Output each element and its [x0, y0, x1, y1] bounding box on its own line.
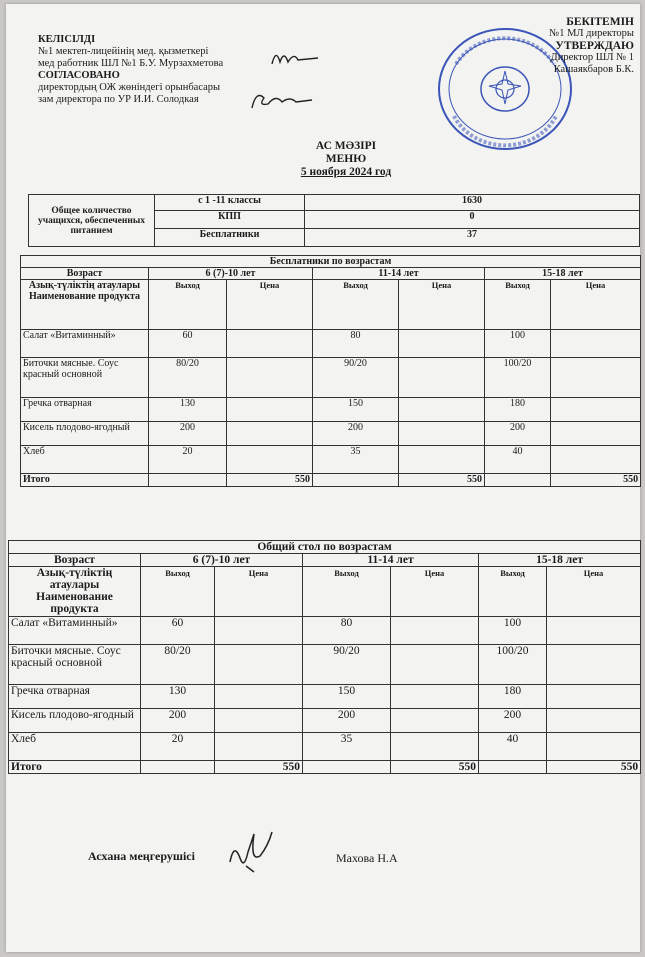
output-value: 200 — [479, 709, 547, 733]
summary-row-label: КПП — [155, 211, 305, 229]
output-value: 150 — [303, 685, 391, 709]
total-value: 550 — [215, 761, 303, 774]
medic-signature — [268, 46, 328, 70]
price-cell — [399, 398, 485, 422]
product-name: Биточки мясные. Соус красный основной — [21, 358, 149, 398]
price-cell — [391, 709, 479, 733]
total-value: 550 — [547, 761, 641, 774]
output-value: 130 — [149, 398, 227, 422]
right-line-3: Кашаякбаров Б.К. — [553, 64, 634, 75]
price-cell — [391, 685, 479, 709]
output-value: 80 — [313, 330, 399, 358]
output-value: 180 — [479, 685, 547, 709]
age-group-header: 11-14 лет — [303, 554, 479, 567]
price-cell — [227, 422, 313, 446]
summary-row-value: 0 — [305, 211, 640, 229]
table-row — [9, 685, 641, 709]
price-cell — [399, 358, 485, 398]
price-cell — [551, 446, 641, 474]
right-title: БЕКІТЕМІН — [566, 16, 634, 28]
output-value: 90/20 — [313, 358, 399, 398]
output-value: 100/20 — [485, 358, 551, 398]
right-line-1: №1 МЛ директоры — [549, 28, 634, 39]
output-value: 100/20 — [479, 645, 547, 685]
footer-label: Асхана меңгерушісі — [88, 849, 195, 863]
price-cell — [547, 733, 641, 761]
output-header: Выход — [149, 280, 227, 330]
price-cell — [399, 422, 485, 446]
total-spacer — [313, 474, 399, 487]
output-header: Выход — [485, 280, 551, 330]
output-value: 35 — [303, 733, 391, 761]
output-value: 180 — [485, 398, 551, 422]
price-cell — [227, 358, 313, 398]
output-value: 200 — [313, 422, 399, 446]
output-value: 200 — [303, 709, 391, 733]
left-title: КЕЛІСІЛДІ — [38, 34, 96, 45]
product-name: Кисель плодово-ягодный — [21, 422, 149, 446]
product-name: Салат «Витаминный» — [21, 330, 149, 358]
table-title: Бесплатники по возрастам — [21, 256, 641, 268]
price-cell — [227, 330, 313, 358]
price-header: Цена — [399, 280, 485, 330]
output-value: 40 — [479, 733, 547, 761]
total-label: Итого — [9, 761, 141, 774]
age-group-header: 15-18 лет — [485, 268, 641, 280]
output-header: Выход — [141, 567, 215, 617]
price-cell — [227, 446, 313, 474]
total-spacer — [479, 761, 547, 774]
general-table — [8, 540, 641, 774]
output-value: 100 — [479, 617, 547, 645]
output-value: 200 — [485, 422, 551, 446]
product-name: Кисель плодово-ягодный — [9, 709, 141, 733]
total-spacer — [303, 761, 391, 774]
price-cell — [547, 645, 641, 685]
output-header: Выход — [479, 567, 547, 617]
menu-date: 5 ноября 2024 год — [300, 166, 392, 178]
summary-table — [28, 194, 640, 247]
product-name: Хлеб — [21, 446, 149, 474]
table-row — [9, 645, 641, 685]
price-cell — [551, 358, 641, 398]
total-row — [21, 474, 641, 487]
price-cell — [551, 398, 641, 422]
output-header: Выход — [303, 567, 391, 617]
table-row — [9, 733, 641, 761]
output-value: 80/20 — [149, 358, 227, 398]
age-label: Возраст — [9, 554, 141, 567]
price-cell — [215, 733, 303, 761]
left-line-1: №1 мектеп-лицейінің мед. қызметкері — [38, 46, 209, 57]
price-cell — [215, 685, 303, 709]
price-header: Цена — [215, 567, 303, 617]
output-value: 40 — [485, 446, 551, 474]
age-group-header: 11-14 лет — [313, 268, 485, 280]
table-row — [9, 709, 641, 733]
product-name: Гречка отварная — [21, 398, 149, 422]
summary-row-label: с 1 -11 классы — [155, 195, 305, 211]
table-row — [21, 398, 641, 422]
total-value: 550 — [391, 761, 479, 774]
menu-title-kz: АС МӘЗІРІ — [315, 140, 377, 152]
deputy-signature — [246, 88, 316, 114]
output-header: Выход — [313, 280, 399, 330]
price-cell — [391, 733, 479, 761]
right-title-2: УТВЕРЖДАЮ — [555, 40, 634, 52]
price-cell — [227, 398, 313, 422]
summary-row-value: 1630 — [305, 195, 640, 211]
menu-title-block — [246, 140, 446, 179]
total-spacer — [141, 761, 215, 774]
output-value: 100 — [485, 330, 551, 358]
product-header: Азық-түліктің атаулары Наименование продукта — [9, 567, 141, 617]
right-line-2: Директор ШЛ № 1 — [550, 52, 634, 63]
price-header: Цена — [551, 280, 641, 330]
table-row — [21, 446, 641, 474]
left-line-2: мед работник ШЛ №1 Б.У. Мурзахметова — [38, 58, 224, 69]
price-cell — [215, 617, 303, 645]
product-name: Гречка отварная — [9, 685, 141, 709]
left-title-2: СОГЛАСОВАНО — [38, 70, 120, 81]
summary-label: Общее количество учащихся, обеспеченных питанием — [29, 195, 155, 247]
menu-title-ru: МЕНЮ — [325, 153, 367, 165]
age-group-header: 15-18 лет — [479, 554, 641, 567]
age-label: Возраст — [21, 268, 149, 280]
total-value: 550 — [227, 474, 313, 487]
price-cell — [391, 645, 479, 685]
left-line-4: зам директора по УР И.И. Солодкая — [38, 94, 199, 105]
total-row — [9, 761, 641, 774]
total-spacer — [149, 474, 227, 487]
table-row — [21, 422, 641, 446]
table-title: Общий стол по возрастам — [9, 541, 641, 554]
price-cell — [551, 422, 641, 446]
right-approval-block — [434, 16, 634, 76]
price-header: Цена — [391, 567, 479, 617]
output-value: 90/20 — [303, 645, 391, 685]
summary-row-value: 37 — [305, 229, 640, 247]
document-page — [6, 4, 640, 952]
price-cell — [215, 709, 303, 733]
product-header: Азық-түліктің атаулары Наименование продукта — [21, 280, 149, 330]
table-row — [21, 358, 641, 398]
table-row — [9, 617, 641, 645]
total-value: 550 — [399, 474, 485, 487]
output-value: 130 — [141, 685, 215, 709]
product-name: Биточки мясные. Соус красный основной — [9, 645, 141, 685]
output-value: 150 — [313, 398, 399, 422]
product-name: Салат «Витаминный» — [9, 617, 141, 645]
output-value: 60 — [149, 330, 227, 358]
price-cell — [215, 645, 303, 685]
price-header: Цена — [547, 567, 641, 617]
cook-signature — [224, 822, 284, 882]
age-group-header: 6 (7)-10 лет — [141, 554, 303, 567]
footer-name: Махова Н.А — [336, 851, 398, 865]
left-line-3: директордың ОЖ жөніндегі орынбасары — [38, 82, 221, 93]
price-cell — [547, 685, 641, 709]
total-value: 550 — [551, 474, 641, 487]
total-label: Итого — [21, 474, 149, 487]
free-meals-table — [20, 255, 641, 487]
output-value: 35 — [313, 446, 399, 474]
output-value: 200 — [141, 709, 215, 733]
table-row — [21, 330, 641, 358]
price-cell — [399, 330, 485, 358]
total-spacer — [485, 474, 551, 487]
output-value: 20 — [149, 446, 227, 474]
price-cell — [547, 617, 641, 645]
price-header: Цена — [227, 280, 313, 330]
summary-row-label: Бесплатники — [155, 229, 305, 247]
output-value: 200 — [149, 422, 227, 446]
price-cell — [391, 617, 479, 645]
output-value: 60 — [141, 617, 215, 645]
product-name: Хлеб — [9, 733, 141, 761]
age-group-header: 6 (7)-10 лет — [149, 268, 313, 280]
output-value: 80 — [303, 617, 391, 645]
price-cell — [551, 330, 641, 358]
price-cell — [399, 446, 485, 474]
output-value: 80/20 — [141, 645, 215, 685]
price-cell — [547, 709, 641, 733]
output-value: 20 — [141, 733, 215, 761]
